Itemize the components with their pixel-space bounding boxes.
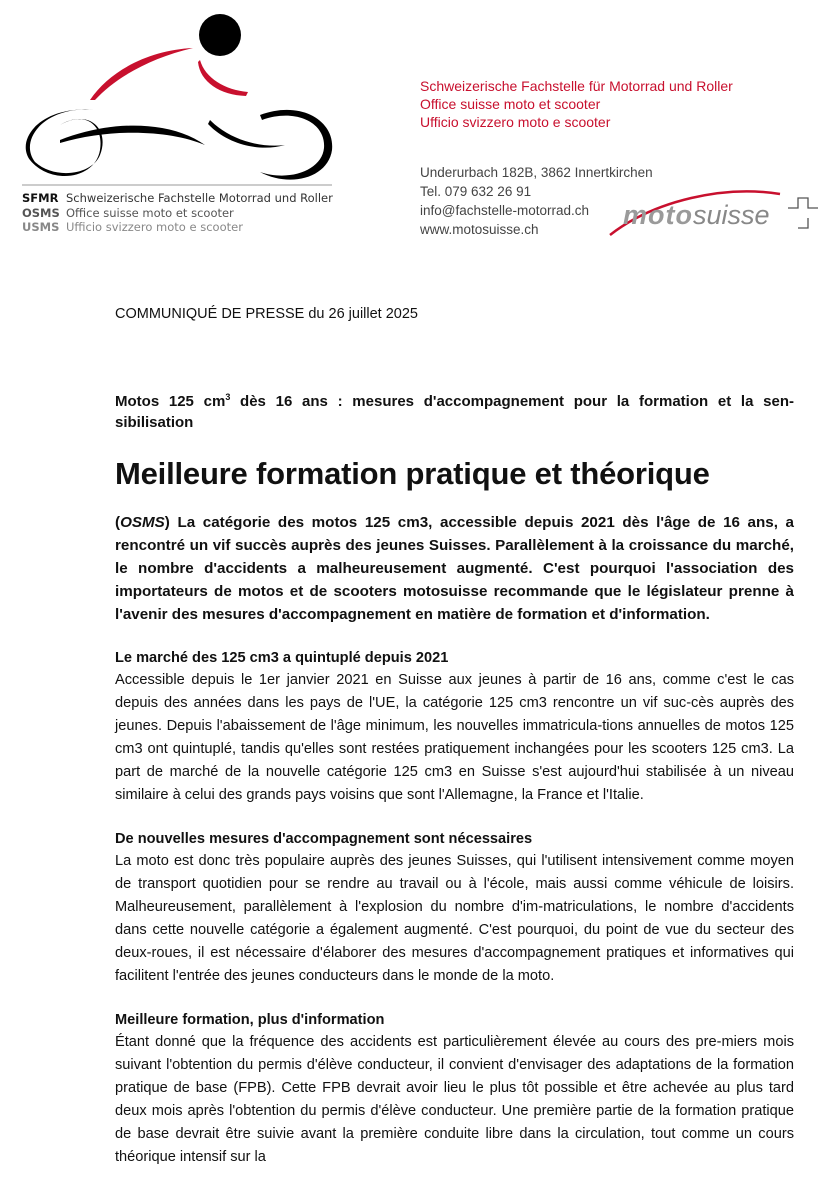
section-body: La moto est donc très populaire auprès des jeunes Suisses, qui l'utilisent intensivement comme moyen de transport quotidien pour se rendre au travail ou à l'école, mais aussi comme véhicule de loisirs. Malheureusement, parallèlement à l'explosion du nombre d'im-matriculations, le nombre d'accidents dans cette nouvelle catégorie a également augmenté. C'est pourquoi, du point de vue du secteur des deux-roues, il est nécessaire d'élaborer des mesures d'accompagnement pratiques et informatives qui facilitent l'entrée des jeunes conducteurs dans le monde de la moto. — [115, 853, 794, 984]
logo-line-usms — [22, 220, 333, 235]
page-title: Meilleure formation pratique et théorique — [115, 456, 710, 491]
lead-text: La catégorie des motos 125 cm3, accessible depuis 2021 dès l'âge de 16 ans, a rencontré un vif succès auprès des jeunes Suisses. Parallèlement à la croissance du marché, le nombre d'accidents a malheureusement augmenté. C'est pourquoi l'association des importateurs de motos et de scooters motosuisse recommande que le législateur prenne à l'avenir des mesures d'accompagnement en matière de formation et d'information. — [115, 514, 794, 623]
logo-text: Office suisse moto et scooter — [66, 205, 234, 220]
section-market — [115, 648, 794, 807]
lead-org: OSMS — [120, 514, 165, 531]
section-heading: Meilleure formation, plus d'information — [115, 1012, 385, 1028]
logo-abbr: SFMR — [22, 191, 59, 205]
lead-paragraph: (OSMS) La catégorie des motos 125 cm3, accessible depuis 2021 dès l'âge de 16 ans, a rencontré un vif succès auprès des jeunes Suisses. Parallèlement à la croissance du marché, le nombre d'accidents a malheureusement augmenté. C'est pourquoi l'association des importateurs de motos et de scooters motosuisse recommande que le législateur prenne à l'avenir des mesures d'accompagnement en matière de formation et d'information. — [115, 514, 794, 623]
kicker-pre: Motos 125 cm — [115, 393, 226, 410]
brand-moto: moto — [623, 200, 693, 230]
rear-wheel-icon — [26, 110, 103, 176]
front-wheel-icon — [260, 110, 332, 180]
press-release — [115, 305, 794, 1169]
logo-line-osms — [22, 206, 333, 221]
section-measures — [115, 829, 794, 988]
org-name-fr: Office suisse moto et scooter — [420, 96, 601, 112]
frame-icon — [60, 126, 205, 145]
kicker-post: dès 16 ans : mesures d'accompagnement pour la formation et la sen-sibilisation — [115, 393, 795, 431]
org-names — [420, 77, 733, 131]
swiss-cross-icon — [788, 198, 818, 228]
kicker — [115, 387, 794, 433]
org-name-it: Ufficio svizzero moto e scooter — [420, 114, 611, 130]
fork-icon — [208, 120, 285, 148]
org-name-de: Schweizerische Fachstelle für Motorrad und Roller — [420, 78, 733, 94]
rider-head-icon — [199, 14, 241, 56]
address: Underurbach 182B, 3862 Innertkirchen — [420, 165, 653, 180]
logo-text: Schweizerische Fachstelle Motorrad und Roller — [66, 191, 333, 205]
communique-date: COMMUNIQUÉ DE PRESSE du 26 juillet 2025 — [115, 306, 418, 322]
logo-text: Ufficio svizzero moto e scooter — [66, 220, 243, 234]
phone: Tel. 079 632 26 91 — [420, 184, 532, 199]
website-link[interactable]: www.motosuisse.ch — [420, 222, 539, 237]
motorcycle-rider-icon — [0, 0, 400, 190]
section-heading: De nouvelles mesures d'accompagnement sont nécessaires — [115, 831, 533, 847]
logo-abbr: USMS — [22, 220, 60, 234]
logo-abbr: OSMS — [22, 205, 60, 220]
section-body: Étant donné que la fréquence des accidents est particulièrement élevée au cours des pre-miers mois suivant l'obtention du permis d'élève conducteur, il convient d'envisager des adaptations de la formation pratique de base (FPB). Cette FPB devrait avoir lieu le plus tôt possible et être achevée au plus tard deux mois après l'obtention du permis d'élève conducteur. Une première partie de la formation pratique de base devrait être suivie avant la première conduite libre dans la circulation, tout comme un cours théorique intensif sur la — [115, 1034, 794, 1165]
sfmr-logo — [0, 0, 400, 240]
section-body: Accessible depuis le 1er janvier 2021 en Suisse aux jeunes à partir de 16 ans, comme c'est le cas depuis des années dans les pays de l'UE, la catégorie 125 cm3 rencontre un vif suc-cès auprès des jeunes. Depuis l'abaissement de l'âge minimum, les nouvelles immatricula-tions annuelles de motos 125 cm3 ont quintuplé, tandis qu'elles sont restées pratiquement inchangées pour les scooters 125 cm3. La part de marché de la nouvelle catégorie 125 cm3 en Suisse s'est aujourd'hui stabilisée à un niveau similaire à celui des grands pays voisins que sont l'Allemagne, la France et l'Italie. — [115, 672, 794, 803]
logo-line-sfmr — [22, 191, 333, 206]
motosuisse-logo — [605, 180, 829, 240]
section-heading: Le marché des 125 cm3 a quintuplé depuis 2021 — [115, 650, 449, 666]
kicker-sup: 3 — [225, 392, 231, 402]
email-link[interactable]: info@fachstelle-motorrad.ch — [420, 203, 590, 218]
rider-arm-icon — [198, 60, 248, 96]
rider-back-icon — [90, 48, 193, 100]
brand-suisse: suisse — [692, 200, 770, 230]
section-training — [115, 1010, 794, 1169]
